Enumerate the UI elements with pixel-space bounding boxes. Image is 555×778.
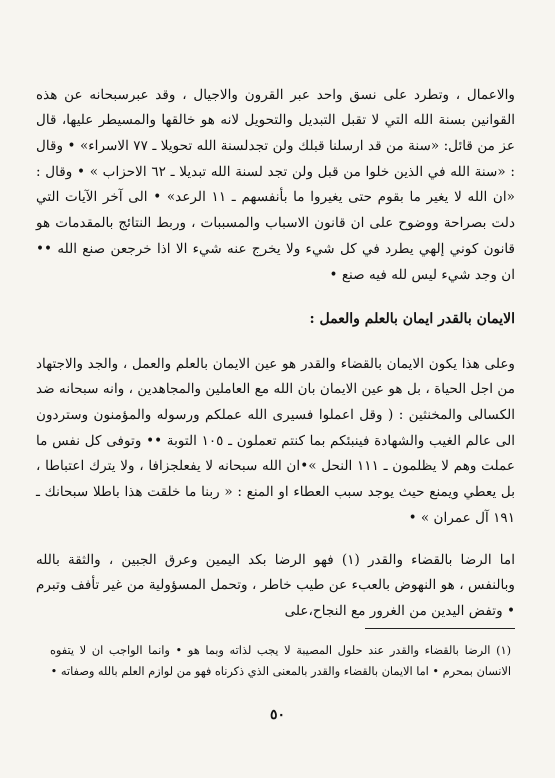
- footnote: (١) الرضا بالقضاء والقدر عند حلول المصيبة لا يجب لذاته وبما هو • وانما الواجب ان لا يتفوه الانسان بمحرم • اما الايمان بالقضاء والقدر بالمعنى الذي ذكرناه فهو من لوازم العلم بالله وصفاته •: [50, 644, 511, 678]
- paragraph-faith-in-work: وعلى هذا يكون الايمان بالقضاء والقدر هو عين الايمان بالعلم والعمل ، والجد والاجتهاد من اجل الحياة ، بل هو عين الايمان بان الله مع العاملين والمجاهدين ، وانه سبحانه ضد الكسالى والمخنثين : ( وقل اعملوا فسيرى الله عملكم ورسوله والمؤمنون وستردون الى عالم الغيب والشهادة فينبئكم بما كنتم تعملون ـ ١٠٥ التوبة •• وتوفى كل نفس ما عملت وهم لا يظلمون ـ ١١١ النحل »•ان الله سبحانه لا يفعلجزافا ، ولا يترك اعتباطا ، بل يعطي ويمنع حيث يوجد سبب العطاء او المنع : « ربنا ما خلقت هذا باطلا سبحانك ـ ١٩١ آل عمران » •: [36, 355, 515, 526]
- footnote-divider: [365, 628, 515, 629]
- section-heading: الايمان بالقدر ايمان بالعلم والعمل :: [309, 311, 515, 327]
- paragraph-divine-laws: والاعمال ، وتطرد على نسق واحد عبر القرون والاجيال ، وقد عبرسبحانه عن هذه القوانين بسنة الله التي لا تقبل التبديل والتحويل لانه هو خالقها والمسيطر عليها، قال عز من قائل: «سنة من قد ارسلنا قبلك ولن تجدلسنة الله تحويلا ـ ٧٧ الاسراء» • وقال : «سنة الله في الذين خلوا من قبل ولن تجد لسنة الله تبديلا ـ ٦٢ الاحزاب » • وقال : «ان الله لا يغير ما بقوم حتى يغيروا ما بأنفسهم ـ ١١ الرعد» • الى آخر الآيات التي دلت بصراحة ووضوح على ان قانون الاسباب والمسببات ، وربط النتائج بالمقدمات هو قانون كوني إلهي يطرد في كل شيء ولا يخرج عنه شيء الا اذا خرجعن صنع الله •• ان وجد شيء ليس لله فيه صنع •: [36, 86, 516, 283]
- page-number: ٥٠: [269, 707, 286, 723]
- paragraph-acceptance: اما الرضا بالقضاء والقدر (١) فهو الرضا بكد اليمين وعرق الجبين ، والثقة بالله وبالنفس ، هو النهوض بالعبء عن طيب خاطر ، وتحمل المسؤولية من غير تأفف وتبرم • وتفض اليدين من الغرور مع النجاح،على: [36, 551, 515, 619]
